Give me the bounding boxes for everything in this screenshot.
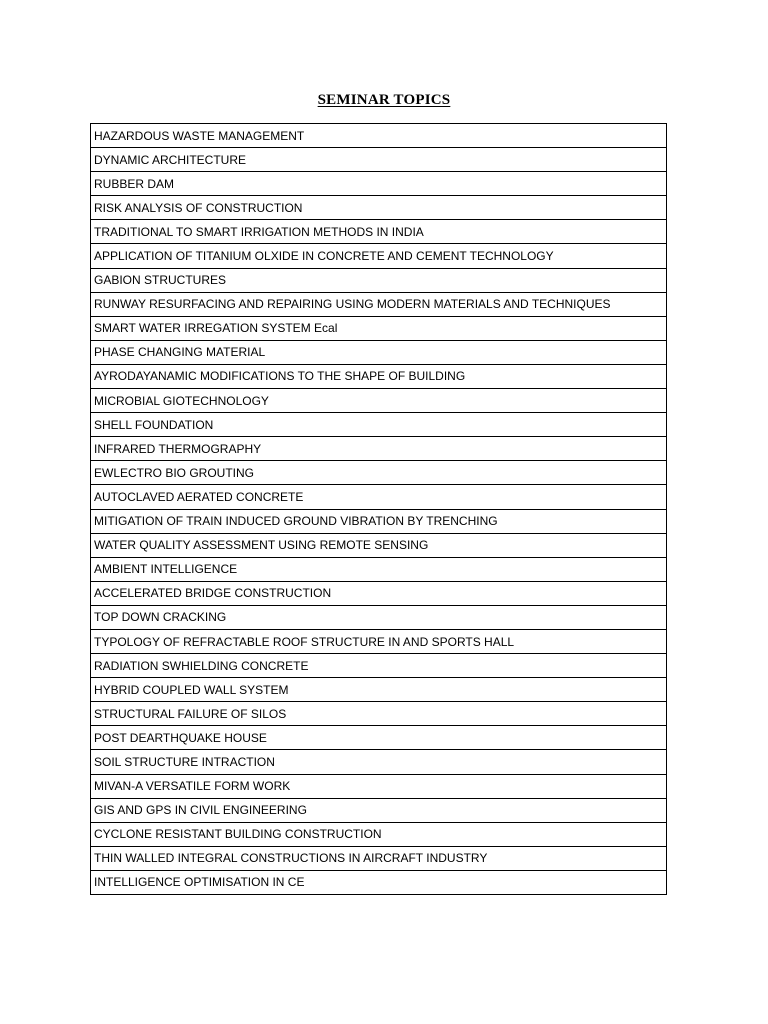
table-row xyxy=(91,822,667,846)
topic-cell: MICROBIAL GIOTECHNOLOGY xyxy=(91,389,667,413)
topic-cell: RUNWAY RESURFACING AND REPAIRING USING MODERN MATERIALS AND TECHNIQUES xyxy=(91,292,667,316)
page-title-text: SEMINAR TOPICS xyxy=(317,92,451,108)
topic-cell: WATER QUALITY ASSESSMENT USING REMOTE SENSING xyxy=(91,533,667,557)
topic-cell: PHASE CHANGING MATERIAL xyxy=(91,340,667,364)
table-row xyxy=(91,148,667,172)
topics-table-body xyxy=(91,124,667,895)
table-row xyxy=(91,461,667,485)
table-row xyxy=(91,172,667,196)
topic-cell: TRADITIONAL TO SMART IRRIGATION METHODS IN INDIA xyxy=(91,220,667,244)
topic-cell: INTELLIGENCE OPTIMISATION IN CE xyxy=(91,870,667,894)
topic-cell: RISK ANALYSIS OF CONSTRUCTION xyxy=(91,196,667,220)
topic-cell: GABION STRUCTURES xyxy=(91,268,667,292)
table-row xyxy=(91,702,667,726)
table-row xyxy=(91,389,667,413)
table-row xyxy=(91,870,667,894)
topic-cell: POST DEARTHQUAKE HOUSE xyxy=(91,726,667,750)
page-title xyxy=(0,92,768,109)
topic-cell: AYRODAYANAMIC MODIFICATIONS TO THE SHAPE OF BUILDING xyxy=(91,364,667,388)
table-row xyxy=(91,774,667,798)
table-row xyxy=(91,750,667,774)
topic-cell: APPLICATION OF TITANIUM OLXIDE IN CONCRETE AND CEMENT TECHNOLOGY xyxy=(91,244,667,268)
table-row xyxy=(91,557,667,581)
topic-cell: HYBRID COUPLED WALL SYSTEM xyxy=(91,678,667,702)
table-row xyxy=(91,846,667,870)
table-row xyxy=(91,220,667,244)
table-row xyxy=(91,581,667,605)
topic-cell: THIN WALLED INTEGRAL CONSTRUCTIONS IN AIRCRAFT INDUSTRY xyxy=(91,846,667,870)
table-row xyxy=(91,124,667,148)
topic-cell: GIS AND GPS IN CIVIL ENGINEERING xyxy=(91,798,667,822)
table-row xyxy=(91,605,667,629)
table-row xyxy=(91,292,667,316)
table-row xyxy=(91,413,667,437)
table-row xyxy=(91,340,667,364)
table-row xyxy=(91,798,667,822)
topic-cell: RADIATION SWHIELDING CONCRETE xyxy=(91,654,667,678)
table-row xyxy=(91,533,667,557)
table-row xyxy=(91,437,667,461)
table-row xyxy=(91,268,667,292)
table-row xyxy=(91,244,667,268)
seminar-topics-table xyxy=(90,123,667,895)
topic-cell: HAZARDOUS WASTE MANAGEMENT xyxy=(91,124,667,148)
table-row xyxy=(91,196,667,220)
topic-cell: INFRARED THERMOGRAPHY xyxy=(91,437,667,461)
topic-cell: TYPOLOGY OF REFRACTABLE ROOF STRUCTURE IN AND SPORTS HALL xyxy=(91,629,667,653)
table-row xyxy=(91,316,667,340)
topic-cell: MIVAN-A VERSATILE FORM WORK xyxy=(91,774,667,798)
table-row xyxy=(91,509,667,533)
topic-cell: DYNAMIC ARCHITECTURE xyxy=(91,148,667,172)
table-row xyxy=(91,364,667,388)
topic-cell: AMBIENT INTELLIGENCE xyxy=(91,557,667,581)
table-row xyxy=(91,678,667,702)
topic-cell: ACCELERATED BRIDGE CONSTRUCTION xyxy=(91,581,667,605)
table-row xyxy=(91,726,667,750)
topic-cell: STRUCTURAL FAILURE OF SILOS xyxy=(91,702,667,726)
topic-cell: RUBBER DAM xyxy=(91,172,667,196)
topic-cell: SHELL FOUNDATION xyxy=(91,413,667,437)
topic-cell: AUTOCLAVED AERATED CONCRETE xyxy=(91,485,667,509)
topic-cell: SMART WATER IRREGATION SYSTEM Ecal xyxy=(91,316,667,340)
table-row xyxy=(91,485,667,509)
topic-cell: TOP DOWN CRACKING xyxy=(91,605,667,629)
table-row xyxy=(91,629,667,653)
topic-cell: MITIGATION OF TRAIN INDUCED GROUND VIBRATION BY TRENCHING xyxy=(91,509,667,533)
table-row xyxy=(91,654,667,678)
topic-cell: SOIL STRUCTURE INTRACTION xyxy=(91,750,667,774)
topic-cell: EWLECTRO BIO GROUTING xyxy=(91,461,667,485)
topic-cell: CYCLONE RESISTANT BUILDING CONSTRUCTION xyxy=(91,822,667,846)
